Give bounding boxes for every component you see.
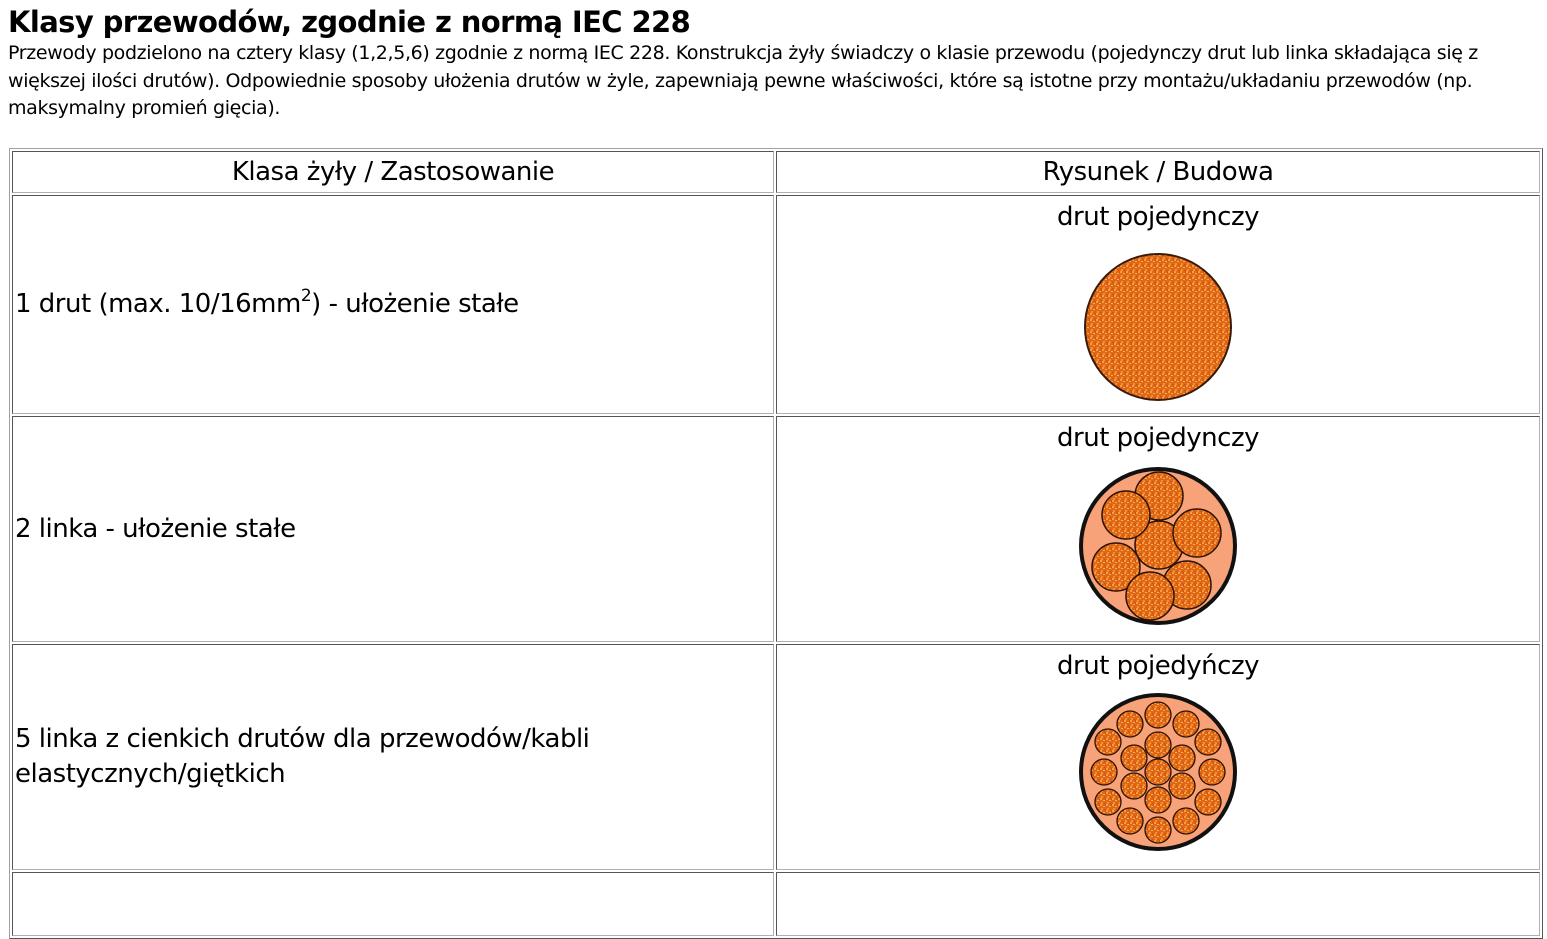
picture-label: drut pojedynczy bbox=[1057, 423, 1259, 453]
picture-label: drut pojedynczy bbox=[1057, 202, 1259, 232]
class-text-line1: 5 linka z cienkich drutów dla przewodów/kabli bbox=[15, 724, 590, 754]
class-cell: 2 linka - ułożenie stałe bbox=[12, 416, 774, 642]
19-strand-wire-cross-section-icon bbox=[1076, 690, 1240, 854]
picture-cell bbox=[776, 416, 1540, 642]
class-text: 1 drut (max. 10/16mm bbox=[15, 289, 301, 319]
table-row bbox=[12, 416, 1540, 642]
7-strand-wire-cross-section-icon bbox=[1076, 464, 1240, 628]
table-row bbox=[12, 872, 1540, 936]
intro-paragraph: Przewody podzielono na cztery klasy (1,2,5,6) zgodnie z normą IEC 228. Konstrukcja żyły świadczy o klasie przewodu (pojedynczy drut lub linka składająca się z większej ilości drutów). Odpowiednie sposoby ułożenia drutów w żyle, zapewniają pewne właściwości, które są istotne przy montażu/układaniu przewodów (np. maksymalny promień gięcia). bbox=[8, 42, 1478, 119]
superscript: 2 bbox=[300, 286, 312, 306]
class-cell bbox=[12, 644, 774, 870]
table-row bbox=[12, 644, 1540, 870]
table-row bbox=[12, 195, 1540, 414]
picture-cell bbox=[776, 195, 1540, 414]
wire-classes-table bbox=[9, 148, 1543, 939]
class-text-suffix: ) - ułożenie stałe bbox=[311, 289, 519, 319]
class-text-line2: elastycznych/giętkich bbox=[15, 759, 286, 789]
header-picture-structure: Rysunek / Budowa bbox=[776, 151, 1540, 193]
table-header-row bbox=[12, 151, 1540, 193]
picture-cell bbox=[776, 872, 1540, 936]
picture-label: drut pojedyńczy bbox=[1057, 651, 1259, 681]
class-cell bbox=[12, 195, 774, 414]
picture-cell bbox=[776, 644, 1540, 870]
header-class-usage: Klasa żyły / Zastosowanie bbox=[12, 151, 774, 193]
page-title: Klasy przewodów, zgodnie z normą IEC 228 bbox=[8, 5, 691, 39]
solid-wire-cross-section-icon bbox=[1078, 247, 1238, 407]
class-cell bbox=[12, 872, 774, 936]
